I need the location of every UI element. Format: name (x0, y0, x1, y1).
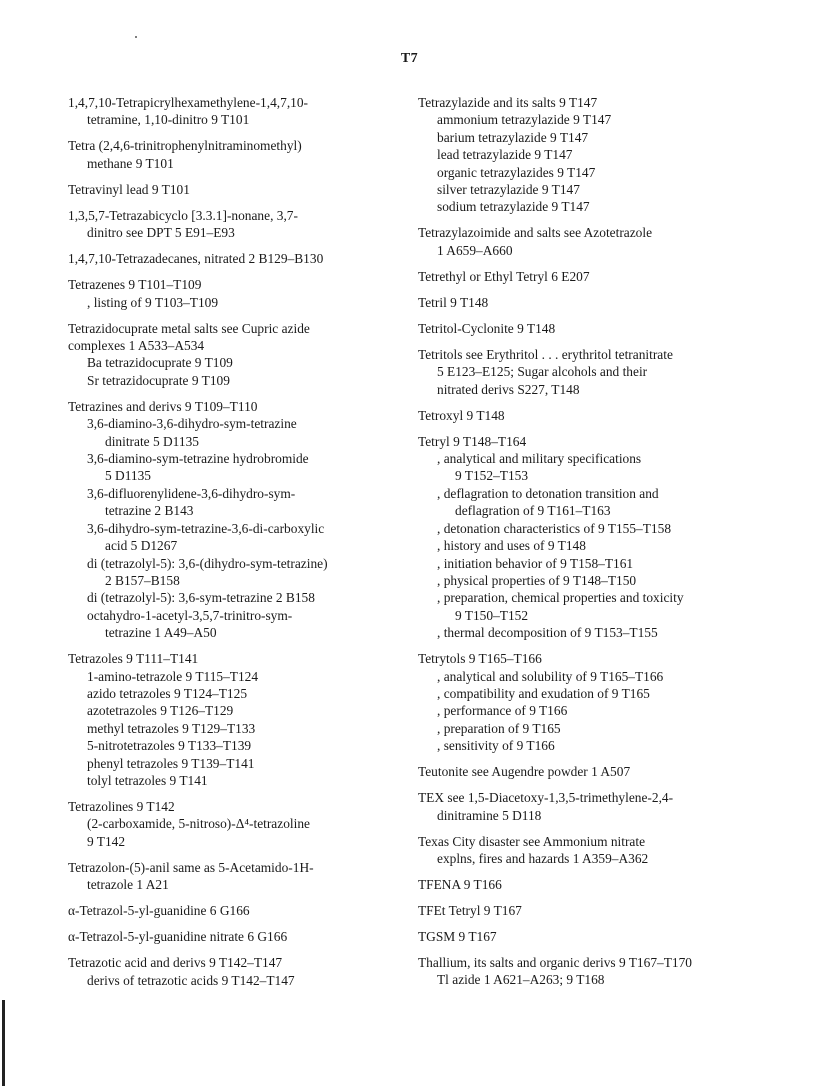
index-subentry-line: organic tetrazylazides 9 T147 (437, 164, 596, 180)
index-subentry-line: methyl tetrazoles 9 T129–T133 (87, 720, 256, 736)
index-entry (68, 928, 408, 945)
index-subentry-line: Ba tetrazidocuprate 9 T109 (87, 355, 233, 371)
index-subentry-line: tolyl tetrazoles 9 T141 (87, 772, 208, 788)
index-entry (418, 763, 748, 780)
index-heading-line: Tetrazenes 9 T101–T109 (68, 277, 202, 293)
index-heading-line: Tetra (2,4,6-trinitrophenylnitraminomethyl) (68, 138, 302, 154)
index-heading-line: TGSM 9 T167 (418, 928, 497, 944)
index-heading-line: Tetroxyl 9 T148 (418, 407, 505, 423)
index-entry (418, 928, 748, 945)
index-subentry-line: , compatibility and exudation of 9 T165 (437, 685, 650, 701)
index-heading-line: 1,3,5,7-Tetrazabicyclo [3.3.1]-nonane, 3,7- (68, 207, 298, 223)
index-subentry-line: dinitramine 5 D118 (437, 807, 542, 823)
index-subentry-line: 9 T142 (87, 833, 126, 849)
index-heading-line: Tetrazines and derivs 9 T109–T110 (68, 398, 258, 414)
index-subentry-line: dinitrate 5 D1135 (105, 433, 199, 449)
index-entry (418, 833, 748, 868)
index-subentry-line: tetrazine 2 B143 (105, 503, 194, 519)
index-entry (418, 902, 748, 919)
index-subentry-line: , analytical and military specifications (437, 451, 642, 467)
index-heading-line: Tetrethyl or Ethyl Tetryl 6 E207 (418, 268, 590, 284)
index-heading-line: 1,4,7,10-Tetrapicrylhexamethylene-1,4,7,10- (68, 95, 309, 110)
page-edge-rule (2, 1000, 5, 1086)
index-subentry-line: 9 T152–T153 (455, 468, 529, 484)
index-subentry-line: 3,6-difluorenylidene-3,6-dihydro-sym- (87, 485, 296, 501)
index-subentry-line: (2-carboxamide, 5-nitroso)-Δ⁴-tetrazoline (87, 816, 310, 832)
index-subentry-line: dinitro see DPT 5 E91–E93 (87, 225, 235, 241)
index-subentry-line: , physical properties of 9 T148–T150 (437, 572, 637, 588)
index-subentry-line: azotetrazoles 9 T126–T129 (87, 703, 234, 719)
index-subentry-line: barium tetrazylazide 9 T147 (437, 129, 589, 145)
index-subentry-line: ammonium tetrazylazide 9 T147 (437, 112, 612, 128)
index-heading-line: Tetrazylazide and its salts 9 T147 (418, 95, 598, 110)
index-entry (418, 320, 748, 337)
index-heading-line: Tetrytols 9 T165–T166 (418, 651, 542, 667)
index-subentry-line: 3,6-diamino-sym-tetrazine hydrobromide (87, 451, 309, 467)
index-entry (68, 650, 408, 789)
index-heading-line: Texas City disaster see Ammonium nitrate (418, 833, 646, 849)
index-heading-line: TEX see 1,5-Diacetoxy-1,3,5-trimethylene-2,4- (418, 790, 674, 806)
index-heading-line: Teutonite see Augendre powder 1 A507 (418, 764, 631, 780)
index-subentry-line: 5 D1135 (105, 468, 151, 484)
index-subentry-line: derivs of tetrazotic acids 9 T142–T147 (87, 972, 295, 988)
index-subentry-line: nitrated derivs S227, T148 (437, 381, 580, 397)
index-entry (418, 433, 748, 642)
index-subentry-line: , listing of 9 T103–T109 (87, 294, 219, 310)
index-subentry-line: tetrazine 1 A49–A50 (105, 625, 217, 641)
index-subentry-line: , preparation, chemical properties and toxicity (437, 590, 684, 606)
index-entry (68, 398, 408, 642)
index-entry (418, 954, 748, 989)
index-subentry-line: 5 E123–E125; Sugar alcohols and their (437, 364, 648, 380)
index-entry (68, 798, 408, 850)
index-entry (68, 207, 408, 242)
index-subentry-line: 5-nitrotetrazoles 9 T133–T139 (87, 738, 252, 754)
index-entry (418, 294, 748, 311)
index-entry (68, 137, 408, 172)
index-entry (418, 346, 748, 398)
index-heading-line: complexes 1 A533–A534 (68, 338, 205, 354)
index-subentry-line: lead tetrazylazide 9 T147 (437, 147, 573, 163)
index-subentry-line: , preparation of 9 T165 (437, 720, 561, 736)
index-subentry-line: 1 A659–A660 (437, 242, 513, 258)
index-heading-line: Tetrazylazoimide and salts see Azotetrazole (418, 225, 653, 241)
index-entry (418, 268, 748, 285)
index-heading-line: Tetrazotic acid and derivs 9 T142–T147 (68, 955, 283, 971)
index-subentry-line: , sensitivity of 9 T166 (437, 738, 555, 754)
index-heading-line: 1,4,7,10-Tetrazadecanes, nitrated 2 B129–B130 (68, 251, 324, 267)
index-subentry-line: , performance of 9 T166 (437, 703, 568, 719)
index-subentry-line: silver tetrazylazide 9 T147 (437, 182, 580, 198)
index-subentry-line: explns, fires and hazards 1 A359–A362 (437, 850, 649, 866)
index-subentry-line: 3,6-diamino-3,6-dihydro-sym-tetrazine (87, 416, 297, 432)
index-entry (418, 94, 748, 216)
index-subentry-line: , detonation characteristics of 9 T155–T158 (437, 520, 672, 536)
index-subentry-line: 9 T150–T152 (455, 607, 529, 623)
index-subentry-line: , initiation behavior of 9 T158–T161 (437, 555, 634, 571)
index-subentry-line: methane 9 T101 (87, 155, 174, 171)
index-subentry-line: phenyl tetrazoles 9 T139–T141 (87, 755, 255, 771)
index-heading-line: Tetrazidocuprate metal salts see Cupric azide (68, 320, 310, 336)
index-subentry-line: deflagration of 9 T161–T163 (455, 503, 611, 519)
index-subentry-line: Sr tetrazidocuprate 9 T109 (87, 372, 230, 388)
index-heading-line: Thallium, its salts and organic derivs 9 T167–T170 (418, 954, 692, 970)
index-entry (418, 224, 748, 259)
index-subentry-line: di (tetrazolyl-5): 3,6-(dihydro-sym-tetrazine) (87, 555, 328, 571)
page-number: T7 (400, 51, 419, 66)
index-heading-line: Tetritols see Erythritol . . . erythritol tetranitrate (418, 346, 673, 362)
index-subentry-line: di (tetrazolyl-5): 3,6-sym-tetrazine 2 B158 (87, 590, 315, 606)
index-subentry-line: 2 B157–B158 (105, 572, 180, 588)
index-entry (68, 954, 408, 989)
index-entry (418, 789, 748, 824)
index-entry (68, 320, 408, 390)
index-subentry-line: tetramine, 1,10-dinitro 9 T101 (87, 112, 250, 128)
index-entry (68, 181, 408, 198)
index-subentry-line: 3,6-dihydro-sym-tetrazine-3,6-di-carboxylic (87, 520, 325, 536)
index-subentry-line: , history and uses of 9 T148 (437, 538, 586, 554)
index-heading-line: TFEt Tetryl 9 T167 (418, 902, 522, 918)
index-column-right (418, 94, 748, 997)
index-subentry-line: sodium tetrazylazide 9 T147 (437, 199, 590, 215)
index-subentry-line: acid 5 D1267 (105, 538, 178, 554)
index-entry (418, 407, 748, 424)
index-entry (68, 250, 408, 267)
index-heading-line: Tetritol-Cyclonite 9 T148 (418, 320, 556, 336)
index-entry (68, 94, 408, 129)
index-subentry-line: 1-amino-tetrazole 9 T115–T124 (87, 668, 259, 684)
index-heading-line: Tetrazoles 9 T111–T141 (68, 651, 199, 667)
index-subentry-line: azido tetrazoles 9 T124–T125 (87, 685, 248, 701)
index-subentry-line: , thermal decomposition of 9 T153–T155 (437, 625, 658, 641)
index-entry (68, 859, 408, 894)
index-entry (68, 276, 408, 311)
index-subentry-line: octahydro-1-acetyl-3,5,7-trinitro-sym- (87, 607, 293, 623)
scan-speck (135, 36, 137, 38)
index-subentry-line: , deflagration to detonation transition and (437, 485, 659, 501)
index-entry (418, 876, 748, 893)
index-heading-line: Tetril 9 T148 (418, 294, 489, 310)
index-heading-line: Tetravinyl lead 9 T101 (68, 181, 190, 197)
index-heading-line: Tetrazolines 9 T142 (68, 798, 175, 814)
index-entry (68, 902, 408, 919)
index-heading-line: α-Tetrazol-5-yl-guanidine 6 G166 (68, 903, 250, 919)
index-subentry-line: , analytical and solubility of 9 T165–T166 (437, 668, 664, 684)
index-heading-line: Tetrazolon-(5)-anil same as 5-Acetamido-1H- (68, 859, 314, 875)
index-subentry-line: Tl azide 1 A621–A263; 9 T168 (437, 972, 605, 988)
index-heading-line: Tetryl 9 T148–T164 (418, 433, 527, 449)
index-entry (418, 650, 748, 754)
index-heading-line: TFENA 9 T166 (418, 876, 502, 892)
index-subentry-line: tetrazole 1 A21 (87, 877, 169, 893)
index-heading-line: α-Tetrazol-5-yl-guanidine nitrate 6 G166 (68, 929, 288, 945)
index-column-left (68, 94, 408, 998)
